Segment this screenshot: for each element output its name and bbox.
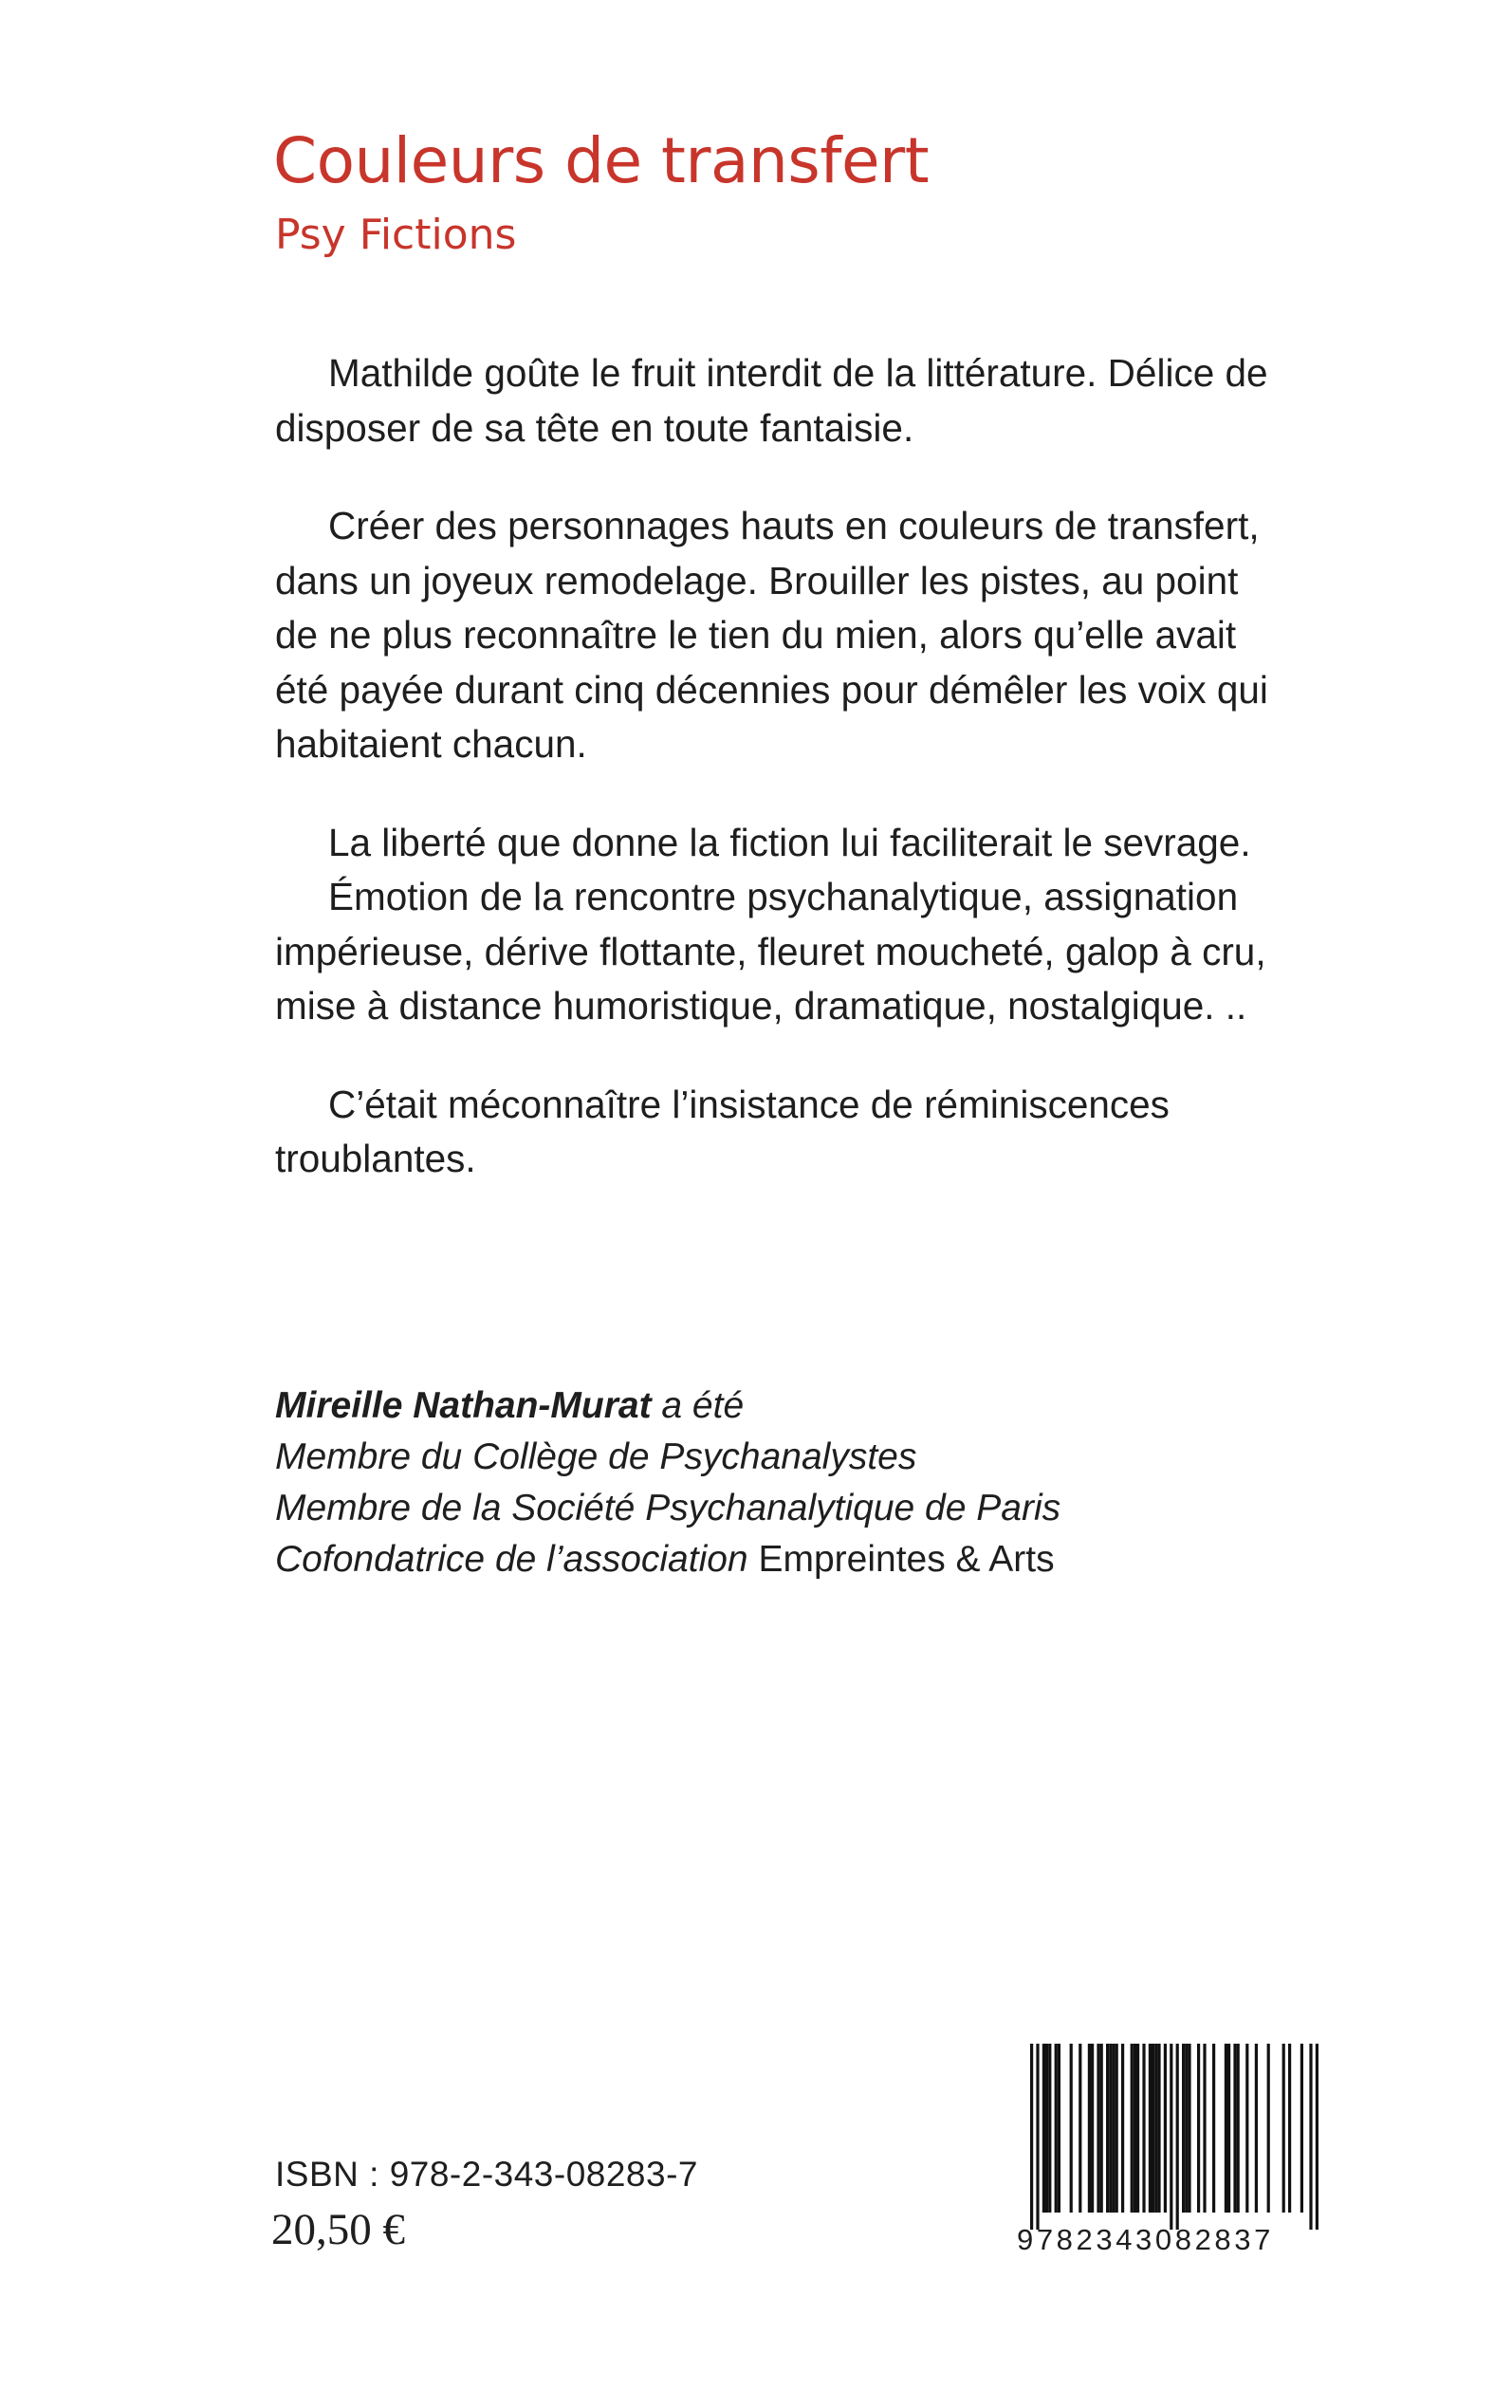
barcode-bar [1233, 2044, 1236, 2213]
barcode-bar [1255, 2044, 1258, 2213]
barcode-bar [1197, 2044, 1200, 2213]
barcode-bar [1116, 2044, 1118, 2213]
barcode-digits: 9782343082837 [1017, 2223, 1274, 2256]
barcode-bar [1109, 2044, 1112, 2213]
barcode-bar [1300, 2044, 1303, 2213]
author-role: Cofondatrice de l’association [275, 1539, 748, 1580]
back-cover-blurb [275, 346, 1326, 1231]
barcode-bar [1048, 2044, 1051, 2213]
author-role-line [275, 1534, 1366, 1585]
barcode-bar [1091, 2044, 1094, 2213]
barcode-bar [1149, 2044, 1152, 2213]
association-name: Empreintes & Arts [758, 1539, 1055, 1580]
barcode-guard-bar [1030, 2044, 1033, 2230]
author-role: Membre du Collège de Psychanalystes [275, 1436, 917, 1477]
barcode-bar [1106, 2044, 1109, 2213]
blurb-paragraph-3 [275, 816, 1326, 1034]
blurb-line: La liberté que donne la fiction lui faciliterait le sevrage. [328, 820, 1251, 864]
barcode-bar [1154, 2044, 1157, 2213]
blurb-line: Créer des personnages hauts en couleurs de transfert, [328, 504, 1260, 547]
blurb-paragraph-2 [275, 499, 1326, 772]
barcode-bar [1245, 2044, 1248, 2213]
barcode-bar [1227, 2044, 1230, 2213]
blurb-line: été payée durant cinq décennies pour démêler les voix qui [275, 667, 1268, 712]
blurb-line: Mathilde goûte le fruit interdit de la littérature. Délice de [328, 351, 1268, 395]
barcode-bar [1100, 2044, 1103, 2213]
barcode-bar [1097, 2044, 1099, 2213]
barcode-bar [1225, 2044, 1227, 2213]
author-line [275, 1380, 1366, 1432]
barcode-bar [1121, 2044, 1124, 2213]
blurb-line: mise à distance humoristique, dramatique, nostalgique. .. [275, 984, 1247, 1028]
blurb-line: troublantes. [275, 1137, 476, 1180]
barcode-bar [1088, 2044, 1091, 2213]
blurb-line: impérieuse, dérive flottante, fleuret moucheté, galop à cru, [275, 929, 1266, 973]
barcode-bar [1164, 2044, 1167, 2213]
barcode-guard-bar [1036, 2044, 1039, 2230]
barcode-bar [1079, 2044, 1081, 2213]
blurb-line: de ne plus reconnaître le tien du mien, alors qu’elle avait [275, 613, 1237, 657]
barcode-bar [1212, 2044, 1215, 2213]
barcode-bar [1157, 2044, 1160, 2213]
price-label: 20,50 € [271, 2205, 405, 2254]
barcode-bar [1136, 2044, 1139, 2213]
barcode-bar [1070, 2044, 1073, 2213]
barcode-bar [1188, 2044, 1190, 2213]
blurb-line: dans un joyeux remodelage. Brouiller les pistes, au point [275, 558, 1239, 602]
isbn-label: ISBN : 978-2-343-08283-7 [275, 2155, 698, 2194]
blurb-line: C’était méconnaître l’insistance de réminiscences [328, 1082, 1170, 1126]
author-role: Membre de la Société Psychanalytique de Paris [275, 1488, 1061, 1528]
barcode-bar [1131, 2044, 1134, 2213]
book-title: Couleurs de transfert [273, 124, 930, 197]
blurb-paragraph-4 [275, 1078, 1326, 1187]
barcode-bar [1267, 2044, 1270, 2213]
barcode-bar [1282, 2044, 1285, 2213]
barcode-bar [1055, 2044, 1058, 2213]
barcode-bar [1288, 2044, 1291, 2213]
barcode-bar [1042, 2044, 1045, 2213]
author-bio [275, 1380, 1366, 1585]
barcode-bar [1142, 2044, 1145, 2213]
barcode-bar [1112, 2044, 1115, 2213]
collection-name: Psy Fictions [275, 211, 517, 259]
blurb-line: Émotion de la rencontre psychanalytique, assignation [328, 875, 1239, 918]
barcode-guard-bar [1316, 2044, 1318, 2230]
barcode-bar [1203, 2044, 1206, 2213]
barcode-guard-bar [1309, 2044, 1312, 2230]
author-name: Mireille Nathan-Murat [275, 1385, 652, 1426]
blurb-line: habitaient chacun. [275, 722, 587, 766]
barcode-bar [1045, 2044, 1048, 2213]
blurb-line: disposer de sa tête en toute fantaisie. [275, 405, 914, 450]
barcode-bar [1237, 2044, 1240, 2213]
author-intro: a été [661, 1385, 745, 1426]
barcode-bar [1185, 2044, 1188, 2213]
barcode-bar [1134, 2044, 1136, 2213]
blurb-paragraph-1 [275, 346, 1326, 455]
barcode-guard-bar [1170, 2044, 1172, 2230]
barcode-bar [1152, 2044, 1154, 2213]
barcode-guard-bar [1176, 2044, 1179, 2230]
barcode-bar [1058, 2044, 1060, 2213]
barcode-bar [1182, 2044, 1185, 2213]
